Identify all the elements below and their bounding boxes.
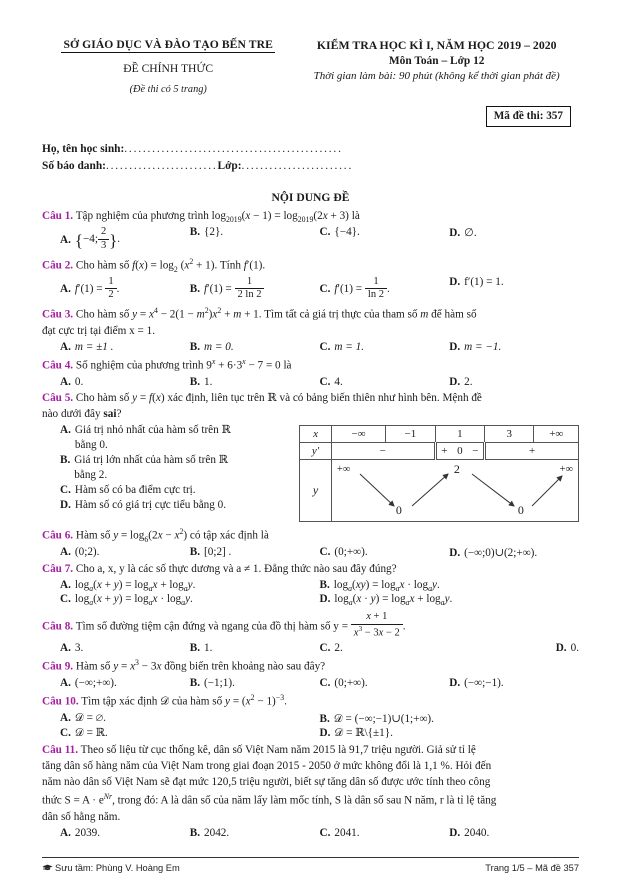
y-value-min-1: 0 [395, 503, 402, 518]
option-text: 2039. [74, 826, 101, 839]
question-4-options [42, 376, 579, 388]
department-name: SỞ GIÁO DỤC VÀ ĐÀO TẠO BẾN TRE [63, 38, 273, 51]
option-a[interactable] [60, 546, 190, 559]
option-b[interactable] [190, 546, 320, 559]
x-value: +∞ [534, 426, 579, 443]
sign-value: − [472, 445, 479, 458]
option-letter: B. [189, 545, 201, 558]
option-letter: B. [189, 283, 201, 296]
option-letter: B. [189, 340, 201, 353]
x-value: 3 [485, 426, 534, 443]
footer-right: Trang 1/5 – Mã đề 357 [485, 863, 579, 873]
exam-title: KIỂM TRA HỌC KÌ I, NĂM HỌC 2019 – 2020 [316, 38, 557, 52]
option-letter: C. [60, 726, 71, 739]
variation-table [299, 425, 579, 522]
option-b[interactable] [190, 642, 320, 654]
option-text: m = −1. [464, 340, 502, 353]
option-d[interactable] [449, 827, 579, 839]
variation-table-row-yprime [300, 443, 579, 460]
option-letter: B. [189, 826, 201, 839]
option-text: 0. [74, 375, 84, 388]
option-text [74, 453, 228, 483]
option-c[interactable] [320, 642, 450, 654]
variation-table-row-y [300, 460, 579, 522]
option-text: Hàm số có giá trị cực tiểu bằng 0. [74, 499, 227, 512]
option-a[interactable]: A. {−4; $\frac{2}{3}$ }. [60, 226, 121, 251]
option-text: {2}. [204, 226, 224, 239]
question-8-options [42, 642, 579, 654]
candidate-name-input[interactable]: ............................................... [124, 143, 343, 155]
variation-arrows [332, 460, 580, 522]
option-text: m = 1. [334, 340, 365, 353]
question-1-options [42, 226, 579, 252]
option-text: (−∞;+∞). [74, 676, 117, 689]
option-d[interactable] [449, 276, 579, 302]
option-letter: D. [449, 275, 461, 288]
question-11-label: Câu 11. [42, 744, 79, 757]
option-a[interactable] [60, 341, 190, 353]
option-letter: C. [319, 826, 331, 839]
question-1-label: Câu 1. [42, 210, 74, 223]
option-text: (0;+∞). [334, 545, 368, 558]
option-b[interactable] [190, 226, 320, 252]
option-letter: D. [449, 546, 461, 559]
option-a[interactable] [60, 376, 190, 388]
sign-value: − [331, 443, 435, 460]
option-letter: A. [60, 545, 71, 558]
variation-curve-cell [331, 460, 578, 522]
option-a[interactable] [60, 827, 190, 839]
graduation-cap-icon [42, 864, 53, 874]
option-a[interactable]: A. f′(1) = $\frac{1}{2}$ . [60, 275, 120, 301]
candidate-id-label: Số báo danh: [42, 159, 106, 172]
option-text: 0. [570, 641, 579, 654]
option-d[interactable] [449, 677, 579, 689]
option-letter: B. [319, 579, 330, 592]
option-text [75, 423, 231, 453]
candidate-name-label: Họ, tên học sinh: [42, 143, 125, 155]
option-letter: C. [319, 375, 331, 388]
question-8-fraction: $\frac{x + 1}{x^3 - 3x - 2}$ [351, 611, 403, 639]
option-text: m = ±1 . [74, 340, 114, 353]
question-11-stem-line1 [42, 743, 579, 759]
question-6-options [42, 546, 579, 559]
option-letter: C. [60, 593, 71, 606]
question-10 [42, 692, 579, 740]
option-d[interactable] [320, 726, 580, 740]
x-value: 1 [435, 426, 485, 443]
option-text: 2. [464, 375, 473, 388]
option-b[interactable] [320, 712, 580, 726]
question-10-stem: Câu 10. Tìm tập xác định 𝒟 của hàm số $y = (x^2 - 1)^{-3}$. [42, 693, 287, 708]
option-letter: A. [60, 283, 71, 296]
option-letter: A. [60, 579, 71, 592]
question-2-stem: Câu 2. Cho hàm số $f(x) = \log_2 (x^2 + 1)$. Tính f′(1). [42, 256, 266, 274]
question-10-label: Câu 10. [42, 695, 79, 708]
row-label-y: y [300, 460, 332, 522]
question-7-label: Câu 7. [42, 563, 74, 576]
official-exam-label: ĐỀ CHÍNH THỨC [123, 62, 214, 75]
option-c[interactable] [320, 827, 450, 839]
option-letter: D. [449, 340, 461, 353]
question-5-stem-line2: nào dưới đây sai? [42, 408, 122, 421]
question-5-options [42, 423, 294, 513]
question-11-text-line4: , trong đó: A là dân số của năm lấy làm mốc tính, S là dân số sau N năm, r là tỉ lệ tăng [112, 794, 497, 807]
option-letter: C. [319, 641, 331, 654]
option-d[interactable]: D. $\log_a(x \cdot y) = \log_ax + \log_ay$. [319, 593, 453, 608]
question-11-stem-line5: dân số hằng năm. [42, 810, 121, 823]
question-4-label: Câu 4. [42, 359, 74, 372]
option-text: (−∞;−1). [464, 676, 504, 689]
option-letter: D. [555, 641, 567, 654]
option-text: 3. [74, 641, 84, 654]
option-letter: A. [60, 233, 71, 246]
option-letter: B. [189, 641, 201, 654]
y-value-min-2: 0 [517, 503, 524, 518]
option-letter: A. [60, 711, 71, 724]
question-3-stem-line2: đạt cực trị tại điểm x = 1. [42, 324, 156, 337]
footer-left-text: Sưu tầm: Phùng V. Hoàng Em [55, 863, 180, 873]
option-text: m = 0. [204, 340, 234, 353]
x-value: −1 [386, 426, 435, 443]
question-11-formula: thức S = A · e [42, 794, 104, 807]
question-11-stem-line2: tăng dân số hàng năm của Việt Nam trong giai đoạn 2015 - 2050 ở mức không đổi là 1,1 %. Hỏi đến [42, 760, 492, 773]
option-letter: B. [60, 454, 71, 467]
option-letter: D. [319, 593, 331, 606]
option-text: (0;2). [74, 545, 100, 558]
option-a[interactable] [60, 677, 190, 689]
question-8-stem: Câu 8. Tìm số đường tiệm cận đứng và ngang của đồ thị hàm số y = $\frac{x + 1}{x^3 - 3x - 2}$ . [42, 611, 406, 639]
option-text: (−1;1). [204, 676, 235, 689]
question-8-label: Câu 8. [42, 620, 74, 633]
question-9-options [42, 677, 579, 689]
question-3-stem: Câu 3. Cho hàm số $y = x^4 - 2(1 - m^2)x^2 + m + 1$. Tìm tất cả giá trị thực của tham số m để hàm số [42, 306, 477, 321]
option-text: 2. [334, 641, 343, 654]
header-left-block [42, 30, 294, 95]
section-title: NỘI DUNG ĐỀ [271, 191, 350, 205]
option-letter: B. [189, 375, 201, 388]
question-3-options [42, 341, 579, 353]
question-7 [42, 562, 579, 607]
option-text: [0;2] . [204, 545, 232, 558]
option-letter: C. [60, 484, 71, 497]
question-11-stem-line4: thức $S = A \cdot e^{Nr}$, trong đó: A là dân số của năm lấy làm mốc tính, S là dân số sau N năm, r là tỉ lệ tăng [42, 792, 497, 807]
candidate-name-row [42, 141, 579, 158]
question-3-label: Câu 3. [42, 308, 74, 321]
question-9 [42, 657, 579, 689]
question-6-stem: Câu 6. Hàm số $y = \log_6(2x - x^2)$ có tập xác định là [42, 526, 269, 544]
option-letter: D. [60, 499, 71, 512]
option-text: 𝒟 = ∅. [74, 711, 106, 724]
exam-subject: Môn Toán – Lớp 12 [388, 55, 485, 67]
question-11-options [42, 827, 579, 839]
question-1-stem: Câu 1. Tập nghiệm của phương trình $\log_{2019}(x - 1) = \log_{2019}(2x + 3)$ là [42, 210, 360, 225]
sign-value: + [485, 443, 579, 460]
option-a[interactable]: A. $\log_a(x + y) = \log_ax + \log_ay$. [60, 579, 196, 594]
exam-duration: Thời gian làm bài: 90 phút (không kể thời gian phát đề) [313, 70, 560, 82]
option-text: 2041. [334, 826, 360, 839]
question-8 [42, 611, 579, 653]
option-text: 𝒟 = ℝ. [74, 726, 108, 739]
option-letter: A. [60, 641, 71, 654]
option-letter: A. [60, 424, 71, 437]
option-b[interactable] [190, 376, 320, 388]
option-text: 𝒟 = ℝ\{±1}. [334, 726, 393, 739]
option-text: {−4}. [334, 226, 360, 239]
question-1 [42, 209, 579, 252]
row-label-yprime: y′ [300, 443, 332, 460]
option-text-line1: Giá trị nhỏ nhất của hàm số trên ℝ [74, 424, 231, 437]
option-c[interactable] [320, 546, 450, 559]
option-text: (0;+∞). [334, 676, 368, 689]
option-letter: D. [449, 227, 461, 240]
question-6-label: Câu 6. [42, 529, 74, 542]
footer-left [42, 863, 180, 874]
variation-table-wrapper [299, 425, 579, 522]
question-11 [42, 743, 579, 838]
question-7-text: Cho a, x, y là các số thực dương và a ≠ 1. Đẳng thức nào sau đây đúng? [75, 563, 397, 576]
option-a[interactable] [60, 712, 320, 726]
row-label-x: x [300, 426, 332, 443]
option-letter: C. [319, 283, 331, 296]
option-d[interactable] [449, 226, 579, 252]
exam-code-box: Mã đề thi: 357 [486, 106, 571, 127]
question-4-stem: Câu 4. Số nghiệm của phương trình $9^x + 6\cdot 3^x - 7 = 0$ là [42, 357, 292, 372]
question-5 [42, 391, 579, 522]
option-letter: A. [60, 676, 71, 689]
option-text: 1. [204, 641, 213, 654]
question-5-stem: Câu 5. Cho hàm số y = f(x) xác định, liên tục trên ℝ và có bảng biến thiên như hình bên. Mệnh đề [42, 392, 482, 405]
option-b[interactable] [190, 827, 320, 839]
document-header [42, 30, 579, 95]
option-text-line1: Giá trị lớn nhất của hàm số trên ℝ [74, 454, 229, 467]
question-7-options [42, 579, 579, 607]
question-2-label: Câu 2. [42, 259, 74, 272]
option-letter: A. [60, 375, 71, 388]
question-11-stem-line3: năm nào dân số Việt Nam sẽ đạt mức 120,5 triệu người, biết sự tăng dân số được ước tính theo công [42, 776, 491, 789]
option-letter: B. [319, 712, 330, 725]
question-7-stem [42, 562, 579, 578]
option-a[interactable] [60, 423, 294, 453]
option-text: 4. [334, 375, 343, 388]
header-right-block [294, 30, 579, 95]
option-text: f′(1) = 1. [464, 275, 504, 288]
variation-table-row-x [300, 426, 579, 443]
exam-code-row [42, 106, 579, 127]
option-c[interactable] [60, 726, 320, 740]
option-letter: B. [189, 226, 201, 239]
question-1-text-tail: là [351, 210, 360, 223]
option-d[interactable] [449, 376, 579, 388]
option-letter: C. [319, 226, 331, 239]
option-letter: A. [60, 340, 71, 353]
question-2-options [42, 276, 579, 302]
option-letter: D. [449, 676, 461, 689]
option-text-line2: bằng 2. [74, 469, 108, 482]
sign-value: 0 [457, 445, 463, 458]
option-text: 𝒟 = (−∞;−1)∪(1;+∞). [333, 712, 434, 725]
question-8-text: Tìm số đường tiệm cận đứng và ngang của đồ thị hàm số y = [75, 620, 348, 633]
x-value: −∞ [331, 426, 385, 443]
footer-rule [42, 857, 579, 858]
option-text: 2042. [204, 826, 230, 839]
option-b[interactable]: B. $\log_a(xy) = \log_ax \cdot \log_ay$. [319, 579, 440, 594]
question-2 [42, 256, 579, 302]
y-value-left-infinity: +∞ [336, 464, 351, 476]
question-6 [42, 526, 579, 559]
page-footer [42, 857, 579, 874]
option-c[interactable] [320, 226, 450, 252]
option-d[interactable] [449, 642, 579, 654]
option-text: 1. [204, 375, 213, 388]
option-letter: C. [319, 340, 331, 353]
question-5-body [42, 423, 579, 522]
pages-note: (Đề thi có 5 trang) [129, 84, 207, 95]
question-4 [42, 356, 579, 388]
candidate-fields [42, 141, 579, 174]
option-c[interactable] [320, 376, 450, 388]
question-1-text: Tập nghiệm của phương trình log [75, 210, 226, 223]
option-letter: C. [319, 545, 331, 558]
option-d[interactable] [449, 341, 579, 353]
question-11-text-line1: Theo số liệu từ cục thống kê, dân số Việt Nam năm 2015 là 91,7 triệu người. Giả sử tỉ lệ [80, 744, 476, 757]
y-value-right-infinity: +∞ [559, 464, 573, 476]
option-letter: D. [449, 375, 461, 388]
option-letter: D. [449, 826, 461, 839]
option-b[interactable]: B. f′(1) = $\frac{1}{2 \ln 2}$ [190, 276, 320, 302]
question-5-label: Câu 5. [42, 392, 74, 405]
option-text: ∅. [464, 227, 477, 240]
option-letter: B. [189, 676, 201, 689]
option-c[interactable] [320, 677, 450, 689]
option-letter: C. [319, 676, 331, 689]
sign-value: + [441, 445, 448, 458]
option-a[interactable] [60, 642, 190, 654]
option-c[interactable] [320, 341, 450, 353]
option-b[interactable] [190, 341, 320, 353]
option-letter: D. [319, 726, 331, 739]
question-3 [42, 305, 579, 353]
option-c[interactable]: C. $\log_a(x + y) = \log_ax \cdot \log_ay$. [60, 593, 193, 608]
question-9-label: Câu 9. [42, 660, 74, 673]
option-text-line2: bằng 0. [74, 439, 108, 452]
option-c[interactable] [60, 483, 294, 498]
candidate-id-row [42, 158, 579, 175]
option-b[interactable] [190, 677, 320, 689]
candidate-id-input[interactable]: ........................ [105, 159, 218, 172]
option-text: 2040. [464, 826, 490, 839]
option-d[interactable] [60, 498, 294, 513]
option-c[interactable]: C. f′(1) = $\frac{1}{\ln 2}$ . [319, 275, 390, 301]
question-10-options [42, 712, 579, 740]
candidate-class-label: Lớp: [217, 159, 242, 172]
footer-row [42, 863, 579, 874]
option-b[interactable] [60, 453, 294, 483]
option-text: (−∞;0)∪(2;+∞). [464, 546, 538, 559]
option-d[interactable] [449, 546, 579, 559]
option-text: Hàm số có ba điểm cực trị. [74, 484, 196, 497]
candidate-class-input[interactable]: ........................ [241, 159, 354, 172]
option-letter: A. [60, 826, 71, 839]
y-value-max: 2 [453, 462, 460, 477]
question-9-stem: Câu 9. Hàm số $y = x^3 - 3x$ đồng biến trên khoảng nào sau đây? [42, 658, 326, 673]
